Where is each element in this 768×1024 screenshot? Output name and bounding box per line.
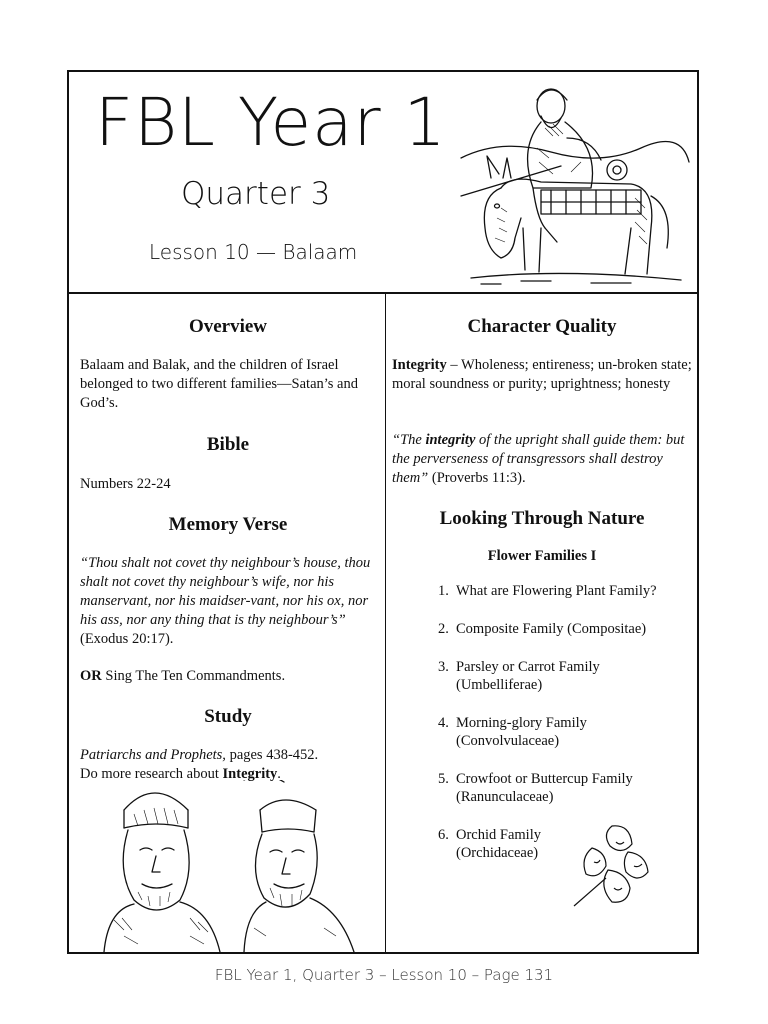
memory-verse-text (80, 554, 376, 649)
study-text (80, 746, 376, 784)
overview-heading: Overview (188, 316, 268, 337)
lesson-page (67, 70, 699, 954)
memory-verse-heading: Memory Verse (168, 514, 288, 535)
quote-open: “The (392, 432, 426, 448)
study-line2-prefix: Do more research about (80, 766, 223, 782)
quarter-label: Quarter 3 (181, 176, 331, 212)
character-quality-heading: Character Quality (467, 316, 617, 337)
study-book: Patriarchs and Prophets, (80, 747, 226, 763)
list-item: 3. Parsley or Carrot Family (Umbelliferae) (438, 659, 600, 693)
or-text: Sing The Ten Commandments. (101, 668, 286, 684)
study-line2-bold: Integrity (222, 766, 278, 782)
list-item: 5. Crowfoot or Buttercup Family (Ranunculaceae) (438, 771, 633, 805)
page-footer: FBL Year 1, Quarter 3 – Lesson 10 – Page 131 (214, 966, 554, 984)
list-item: 1. What are Flowering Plant Family? (438, 583, 657, 599)
orchid-illustration (572, 822, 662, 908)
bible-text: Numbers 22-24 (80, 476, 171, 492)
character-term: Integrity (392, 357, 447, 373)
memory-verse-reference: (Exodus 20:17). (80, 631, 174, 647)
or-label: OR (80, 668, 102, 684)
quote-reference: (Proverbs 11:3). (428, 470, 526, 486)
page-title: FBL Year 1 (95, 84, 447, 161)
balaam-donkey-illustration (441, 78, 691, 290)
character-definition (392, 356, 692, 394)
overview-text: Balaam and Balak, and the children of Israel belonged to two different families—Satan’s and God’s. (80, 357, 358, 411)
character-quote (392, 431, 692, 488)
list-item: 6. Orchid Family (Orchidaceae) (438, 827, 541, 861)
list-item: 4. Morning-glory Family (Convolvulaceae) (438, 715, 587, 749)
study-pages: pages 438-452. (225, 747, 319, 763)
lesson-label: Lesson 10 — Balaam (149, 240, 358, 264)
header-box (69, 72, 697, 294)
character-definition-text: – Wholeness; entireness; un-broken state; moral soundness or purity; uprightness; honesty (392, 357, 692, 392)
or-sing-text (80, 667, 376, 686)
balaam-balak-illustration (94, 780, 384, 952)
study-line2-suffix: . (277, 766, 281, 782)
quote-bold: integrity (425, 432, 476, 448)
quote-rest: of the upright shall guide them: but the perverseness of transgressors shall destroy them” (392, 432, 685, 486)
study-heading: Study (204, 706, 252, 727)
list-item: 2. Composite Family (Compositae) (438, 621, 647, 637)
memory-verse-quote: “Thou shalt not covet thy neighbour’s house, thou shalt not covet thy neighbour’s wife, nor his manservant, nor his maidser-vant, nor his ox, nor his ass, nor any thing that is thy neighbour’s” (80, 555, 371, 628)
bible-heading: Bible (206, 434, 250, 455)
column-divider (385, 292, 386, 954)
nature-heading: Looking Through Nature (439, 508, 645, 529)
nature-subheading: Flower Families I (487, 548, 597, 564)
